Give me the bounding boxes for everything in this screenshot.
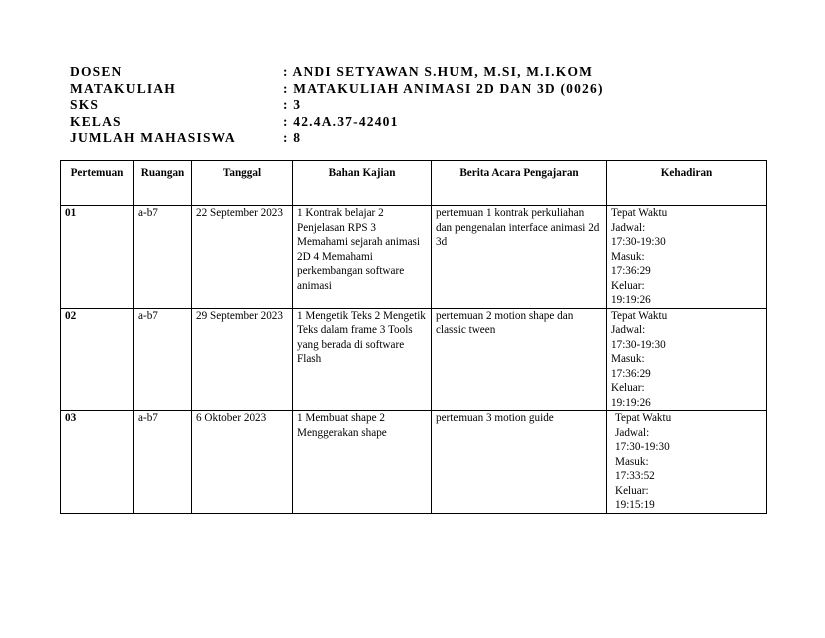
jadwal-label: Jadwal:	[615, 426, 650, 439]
sks-value: : 3	[283, 97, 302, 112]
col-header-tanggal: Tanggal	[192, 161, 293, 206]
keluar-value: 19:15:19	[615, 499, 655, 511]
bahan-kajian-cell: 1 Kontrak belajar 2 Penjelasan RPS 3 Memahami sejarah animasi 2D 4 Memahami perkembangan software animasi	[293, 206, 432, 309]
jadwal-value: 17:30-19:30	[611, 236, 666, 248]
col-header-ruangan: Ruangan	[134, 161, 192, 206]
jumlah-label: JUMLAH MAHASISWA	[70, 130, 236, 145]
col-header-kehadiran: Kehadiran	[607, 161, 767, 206]
berita-acara-cell: pertemuan 1 kontrak perkuliahan dan pengenalan interface animasi 2d 3d	[432, 206, 607, 309]
masuk-label: Masuk:	[611, 353, 645, 365]
keluar-value: 19:19:26	[611, 294, 651, 306]
col-header-berita-acara: Berita Acara Pengajaran	[432, 161, 607, 206]
ruangan-cell: a-b7	[134, 206, 192, 309]
table-row	[61, 206, 767, 309]
jadwal-label: Jadwal:	[611, 324, 646, 336]
matakuliah-label: MATAKULIAH	[70, 80, 176, 96]
masuk-value: 17:36:29	[611, 265, 651, 277]
keluar-label: Keluar:	[615, 484, 649, 497]
kehadiran-status: Tepat Waktu	[611, 207, 668, 219]
col-header-pertemuan: Pertemuan	[61, 161, 134, 206]
masuk-label: Masuk:	[615, 455, 649, 468]
table-row	[61, 411, 767, 514]
keluar-label: Keluar:	[611, 382, 645, 394]
kelas-value: : 42.4A.37-42401	[283, 113, 399, 129]
masuk-value: 17:33:52	[615, 470, 655, 482]
matakuliah-value: : MATAKULIAH ANIMASI 2D DAN 3D (0026)	[283, 80, 604, 96]
col-header-bahan-kajian: Bahan Kajian	[293, 161, 432, 206]
table-header-row	[61, 161, 767, 206]
pertemuan-cell: 02	[61, 308, 134, 411]
kehadiran-cell	[607, 206, 767, 309]
berita-acara-cell: pertemuan 3 motion guide	[432, 411, 607, 514]
ruangan-cell: a-b7	[134, 411, 192, 514]
tanggal-cell: 22 September 2023	[192, 206, 293, 309]
jumlah-value: : 8	[283, 130, 302, 145]
kehadiran-cell	[607, 308, 767, 411]
ruangan-cell: a-b7	[134, 308, 192, 411]
kelas-label: KELAS	[70, 113, 122, 129]
pertemuan-cell: 03	[61, 411, 134, 514]
kehadiran-cell	[607, 411, 767, 514]
tanggal-cell: 6 Oktober 2023	[192, 411, 293, 514]
masuk-value: 17:36:29	[611, 367, 651, 380]
sks-label: SKS	[70, 97, 100, 112]
kehadiran-status: Tepat Waktu	[615, 412, 672, 424]
kehadiran-status: Tepat Waktu	[611, 309, 668, 322]
jadwal-value: 17:30-19:30	[611, 338, 666, 351]
jadwal-value: 17:30-19:30	[615, 441, 670, 453]
pertemuan-cell: 01	[61, 206, 134, 309]
keluar-value: 19:19:26	[611, 396, 651, 409]
berita-acara-cell: pertemuan 2 motion shape dan classic tween	[432, 308, 607, 411]
dosen-value: : ANDI SETYAWAN S.HUM, M.SI, M.I.KOM	[283, 64, 594, 79]
attendance-table	[60, 160, 767, 514]
masuk-label: Masuk:	[611, 250, 645, 263]
bahan-kajian-cell: 1 Membuat shape 2 Menggerakan shape	[293, 411, 432, 514]
tanggal-cell: 29 September 2023	[192, 308, 293, 411]
table-row	[61, 308, 767, 411]
bahan-kajian-cell: 1 Mengetik Teks 2 Mengetik Teks dalam frame 3 Tools yang berada di software Flash	[293, 308, 432, 411]
jadwal-label: Jadwal:	[611, 221, 646, 234]
keluar-label: Keluar:	[611, 279, 645, 292]
dosen-label: DOSEN	[70, 64, 123, 79]
